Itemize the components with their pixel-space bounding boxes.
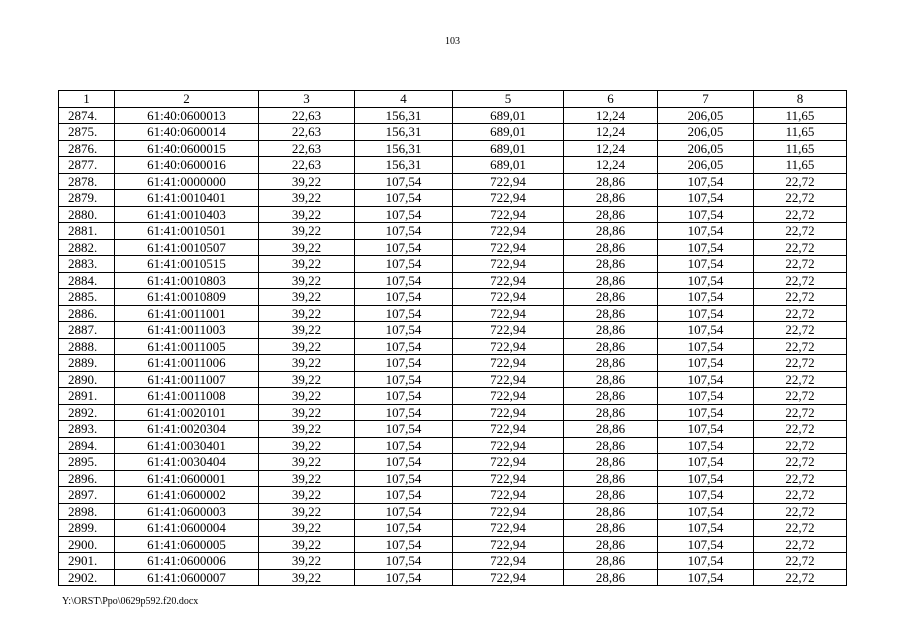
table-cell: 107,54 — [355, 338, 453, 355]
table-cell: 61:41:0600001 — [115, 470, 259, 487]
table-cell: 206,05 — [658, 124, 754, 141]
table-cell: 107,54 — [355, 503, 453, 520]
table-cell: 107,54 — [355, 553, 453, 570]
table-cell: 28,86 — [564, 322, 658, 339]
table-cell: 61:41:0011003 — [115, 322, 259, 339]
table-cell: 61:41:0600007 — [115, 569, 259, 586]
table-cell: 11,65 — [754, 157, 847, 174]
table-cell: 107,54 — [355, 256, 453, 273]
table-cell: 39,22 — [259, 503, 355, 520]
table-cell: 722,94 — [453, 355, 564, 372]
table-cell: 22,63 — [259, 107, 355, 124]
table-cell: 722,94 — [453, 487, 564, 504]
table-cell: 2874. — [59, 107, 115, 124]
table-cell: 61:41:0010809 — [115, 289, 259, 306]
table-cell: 722,94 — [453, 338, 564, 355]
table-cell: 39,22 — [259, 173, 355, 190]
table-cell: 28,86 — [564, 487, 658, 504]
table-cell: 12,24 — [564, 107, 658, 124]
table-cell: 107,54 — [658, 470, 754, 487]
table-cell: 22,72 — [754, 404, 847, 421]
table-row — [59, 256, 847, 273]
table-cell: 39,22 — [259, 553, 355, 570]
table-cell: 2879. — [59, 190, 115, 207]
table-cell: 39,22 — [259, 190, 355, 207]
table-cell: 39,22 — [259, 437, 355, 454]
column-header: 8 — [754, 91, 847, 108]
table-cell: 28,86 — [564, 437, 658, 454]
table-cell: 2881. — [59, 223, 115, 240]
table-cell: 22,72 — [754, 569, 847, 586]
table-cell: 107,54 — [658, 206, 754, 223]
table-cell: 61:41:0010507 — [115, 239, 259, 256]
table-row — [59, 421, 847, 438]
table-cell: 2892. — [59, 404, 115, 421]
table-row — [59, 272, 847, 289]
table-cell: 22,63 — [259, 140, 355, 157]
table-cell: 107,54 — [658, 322, 754, 339]
column-header: 3 — [259, 91, 355, 108]
table-cell: 2877. — [59, 157, 115, 174]
table-cell: 2882. — [59, 239, 115, 256]
table-cell: 61:41:0011006 — [115, 355, 259, 372]
table-cell: 22,63 — [259, 124, 355, 141]
table-cell: 22,72 — [754, 223, 847, 240]
table-cell: 107,54 — [658, 173, 754, 190]
table-cell: 107,54 — [355, 520, 453, 537]
table-cell: 28,86 — [564, 404, 658, 421]
table-cell: 2895. — [59, 454, 115, 471]
table-cell: 39,22 — [259, 371, 355, 388]
table-cell: 28,86 — [564, 421, 658, 438]
table-row — [59, 239, 847, 256]
table-cell: 107,54 — [658, 289, 754, 306]
table-row — [59, 107, 847, 124]
table-row — [59, 322, 847, 339]
table-body — [59, 107, 847, 586]
table-row — [59, 536, 847, 553]
table-row — [59, 520, 847, 537]
table-cell: 61:40:0600015 — [115, 140, 259, 157]
table-cell: 28,86 — [564, 223, 658, 240]
table-cell: 28,86 — [564, 388, 658, 405]
table-cell: 61:41:0011008 — [115, 388, 259, 405]
table-cell: 2891. — [59, 388, 115, 405]
table-cell: 12,24 — [564, 157, 658, 174]
table-cell: 107,54 — [658, 437, 754, 454]
table-cell: 61:41:0010501 — [115, 223, 259, 240]
table-row — [59, 223, 847, 240]
table-cell: 22,72 — [754, 289, 847, 306]
table-cell: 39,22 — [259, 223, 355, 240]
table-cell: 107,54 — [355, 454, 453, 471]
table-row — [59, 569, 847, 586]
table-cell: 107,54 — [355, 536, 453, 553]
table-cell: 722,94 — [453, 289, 564, 306]
table-cell: 39,22 — [259, 256, 355, 273]
table-cell: 156,31 — [355, 140, 453, 157]
table-row — [59, 338, 847, 355]
table-cell: 28,86 — [564, 454, 658, 471]
table-cell: 39,22 — [259, 305, 355, 322]
table-cell: 107,54 — [658, 305, 754, 322]
table-cell: 206,05 — [658, 140, 754, 157]
table-row — [59, 140, 847, 157]
column-header: 7 — [658, 91, 754, 108]
table-cell: 22,72 — [754, 256, 847, 273]
table-cell: 39,22 — [259, 569, 355, 586]
table-cell: 107,54 — [355, 569, 453, 586]
table-cell: 2898. — [59, 503, 115, 520]
table-cell: 107,54 — [658, 371, 754, 388]
table-cell: 61:40:0600014 — [115, 124, 259, 141]
table-row — [59, 206, 847, 223]
table-cell: 107,54 — [355, 404, 453, 421]
table-cell: 39,22 — [259, 404, 355, 421]
column-header: 4 — [355, 91, 453, 108]
table-cell: 2900. — [59, 536, 115, 553]
table-row — [59, 388, 847, 405]
table-row — [59, 404, 847, 421]
table-cell: 11,65 — [754, 140, 847, 157]
table-cell: 2902. — [59, 569, 115, 586]
table-cell: 107,54 — [658, 421, 754, 438]
table-cell: 39,22 — [259, 272, 355, 289]
table-row — [59, 173, 847, 190]
table-cell: 22,72 — [754, 536, 847, 553]
table-cell: 689,01 — [453, 107, 564, 124]
table-cell: 11,65 — [754, 107, 847, 124]
table-cell: 22,72 — [754, 190, 847, 207]
table-cell: 39,22 — [259, 338, 355, 355]
table-cell: 2880. — [59, 206, 115, 223]
column-header: 2 — [115, 91, 259, 108]
table-cell: 39,22 — [259, 536, 355, 553]
table-cell: 156,31 — [355, 107, 453, 124]
table-header-row — [59, 91, 847, 108]
page-number: 103 — [445, 36, 460, 47]
table-cell: 2887. — [59, 322, 115, 339]
table-cell: 722,94 — [453, 553, 564, 570]
table-cell: 61:41:0011005 — [115, 338, 259, 355]
table-cell: 107,54 — [658, 536, 754, 553]
table-cell: 689,01 — [453, 140, 564, 157]
table-cell: 28,86 — [564, 520, 658, 537]
table-cell: 722,94 — [453, 569, 564, 586]
table-cell: 156,31 — [355, 157, 453, 174]
table-cell: 2901. — [59, 553, 115, 570]
table-cell: 11,65 — [754, 124, 847, 141]
table-row — [59, 355, 847, 372]
table-cell: 107,54 — [658, 256, 754, 273]
table-cell: 22,72 — [754, 421, 847, 438]
table-cell: 39,22 — [259, 388, 355, 405]
table-cell: 107,54 — [658, 569, 754, 586]
table-cell: 2889. — [59, 355, 115, 372]
table-cell: 22,72 — [754, 355, 847, 372]
table-cell: 2888. — [59, 338, 115, 355]
table-cell: 107,54 — [355, 322, 453, 339]
table-cell: 107,54 — [355, 239, 453, 256]
table-cell: 2885. — [59, 289, 115, 306]
table-cell: 39,22 — [259, 322, 355, 339]
table-cell: 61:41:0011001 — [115, 305, 259, 322]
table-cell: 22,72 — [754, 487, 847, 504]
table-cell: 22,72 — [754, 470, 847, 487]
table-cell: 61:41:0020101 — [115, 404, 259, 421]
table-cell: 722,94 — [453, 388, 564, 405]
table-cell: 61:41:0600004 — [115, 520, 259, 537]
table-cell: 61:41:0000000 — [115, 173, 259, 190]
table-cell: 107,54 — [658, 388, 754, 405]
table-cell: 107,54 — [355, 190, 453, 207]
table-row — [59, 454, 847, 471]
table-cell: 28,86 — [564, 305, 658, 322]
table-cell: 107,54 — [355, 470, 453, 487]
table-cell: 722,94 — [453, 470, 564, 487]
footer-file-path: Y:\ORST\Ppo\0629p592.f20.docx — [62, 596, 199, 607]
table-cell: 107,54 — [658, 223, 754, 240]
table-cell: 2886. — [59, 305, 115, 322]
table-cell: 107,54 — [658, 190, 754, 207]
table-cell: 107,54 — [355, 487, 453, 504]
table-cell: 61:41:0600006 — [115, 553, 259, 570]
table-cell: 61:41:0600005 — [115, 536, 259, 553]
table-cell: 156,31 — [355, 124, 453, 141]
table-cell: 107,54 — [355, 355, 453, 372]
table-cell: 722,94 — [453, 421, 564, 438]
table-cell: 2890. — [59, 371, 115, 388]
column-header: 1 — [59, 91, 115, 108]
table-cell: 722,94 — [453, 520, 564, 537]
table-cell: 722,94 — [453, 322, 564, 339]
table-cell: 28,86 — [564, 256, 658, 273]
table-cell: 61:41:0010515 — [115, 256, 259, 273]
table-cell: 61:41:0030404 — [115, 454, 259, 471]
table-cell: 206,05 — [658, 157, 754, 174]
table-cell: 28,86 — [564, 190, 658, 207]
table-row — [59, 157, 847, 174]
table-cell: 722,94 — [453, 190, 564, 207]
table-cell: 28,86 — [564, 569, 658, 586]
table-cell: 39,22 — [259, 520, 355, 537]
table-cell: 107,54 — [658, 338, 754, 355]
table-row — [59, 470, 847, 487]
table-cell: 722,94 — [453, 206, 564, 223]
table-cell: 107,54 — [355, 289, 453, 306]
table-row — [59, 503, 847, 520]
table-cell: 22,72 — [754, 173, 847, 190]
table-cell: 722,94 — [453, 454, 564, 471]
table-cell: 39,22 — [259, 239, 355, 256]
table-cell: 22,72 — [754, 338, 847, 355]
table-cell: 61:41:0600003 — [115, 503, 259, 520]
table-cell: 61:41:0030401 — [115, 437, 259, 454]
table-cell: 107,54 — [355, 272, 453, 289]
table-cell: 107,54 — [658, 503, 754, 520]
table-cell: 107,54 — [658, 487, 754, 504]
table-cell: 107,54 — [355, 437, 453, 454]
table-cell: 722,94 — [453, 223, 564, 240]
table-cell: 107,54 — [355, 223, 453, 240]
table-cell: 28,86 — [564, 371, 658, 388]
table-cell: 28,86 — [564, 239, 658, 256]
table-cell: 2883. — [59, 256, 115, 273]
table-cell: 107,54 — [355, 388, 453, 405]
table-cell: 722,94 — [453, 404, 564, 421]
table-cell: 107,54 — [355, 371, 453, 388]
table-cell: 61:41:0010403 — [115, 206, 259, 223]
table-cell: 61:41:0010401 — [115, 190, 259, 207]
table-cell: 2884. — [59, 272, 115, 289]
table-cell: 28,86 — [564, 289, 658, 306]
table-cell: 22,72 — [754, 437, 847, 454]
table-cell: 28,86 — [564, 173, 658, 190]
table-cell: 39,22 — [259, 454, 355, 471]
table-cell: 22,72 — [754, 206, 847, 223]
table-cell: 722,94 — [453, 305, 564, 322]
table-row — [59, 305, 847, 322]
table-cell: 2896. — [59, 470, 115, 487]
table-cell: 61:40:0600016 — [115, 157, 259, 174]
table-cell: 107,54 — [658, 239, 754, 256]
table-cell: 107,54 — [658, 553, 754, 570]
table-cell: 22,72 — [754, 520, 847, 537]
table-cell: 12,24 — [564, 140, 658, 157]
table-cell: 689,01 — [453, 157, 564, 174]
table-row — [59, 487, 847, 504]
table-cell: 107,54 — [658, 272, 754, 289]
table-cell: 61:41:0011007 — [115, 371, 259, 388]
table-cell: 722,94 — [453, 173, 564, 190]
table-cell: 2897. — [59, 487, 115, 504]
data-table — [58, 90, 847, 586]
table-cell: 28,86 — [564, 553, 658, 570]
table-cell: 722,94 — [453, 272, 564, 289]
table-cell: 22,72 — [754, 239, 847, 256]
table-cell: 107,54 — [658, 520, 754, 537]
table-cell: 39,22 — [259, 206, 355, 223]
table-cell: 107,54 — [658, 355, 754, 372]
table-cell: 28,86 — [564, 206, 658, 223]
table-cell: 2876. — [59, 140, 115, 157]
table-cell: 2899. — [59, 520, 115, 537]
table-cell: 206,05 — [658, 107, 754, 124]
table-cell: 2894. — [59, 437, 115, 454]
table-row — [59, 437, 847, 454]
table-cell: 107,54 — [355, 421, 453, 438]
table-cell: 39,22 — [259, 421, 355, 438]
table-cell: 107,54 — [355, 173, 453, 190]
table-cell: 22,72 — [754, 305, 847, 322]
table-cell: 28,86 — [564, 338, 658, 355]
table-cell: 107,54 — [658, 454, 754, 471]
table-cell: 22,72 — [754, 503, 847, 520]
table-row — [59, 190, 847, 207]
table-cell: 2878. — [59, 173, 115, 190]
table-cell: 61:41:0600002 — [115, 487, 259, 504]
table-cell: 22,72 — [754, 371, 847, 388]
column-header: 5 — [453, 91, 564, 108]
table-cell: 39,22 — [259, 470, 355, 487]
table-cell: 722,94 — [453, 536, 564, 553]
table-cell: 689,01 — [453, 124, 564, 141]
table-cell: 61:40:0600013 — [115, 107, 259, 124]
table-cell: 28,86 — [564, 470, 658, 487]
table-row — [59, 289, 847, 306]
table-cell: 722,94 — [453, 503, 564, 520]
table-cell: 39,22 — [259, 487, 355, 504]
table-cell: 22,72 — [754, 553, 847, 570]
table-cell: 107,54 — [658, 404, 754, 421]
table-row — [59, 124, 847, 141]
table-cell: 28,86 — [564, 536, 658, 553]
table-cell: 61:41:0020304 — [115, 421, 259, 438]
table-cell: 107,54 — [355, 305, 453, 322]
table-cell: 107,54 — [355, 206, 453, 223]
table-cell: 2893. — [59, 421, 115, 438]
table-cell: 22,72 — [754, 322, 847, 339]
table-cell: 28,86 — [564, 355, 658, 372]
table-cell: 61:41:0010803 — [115, 272, 259, 289]
table-cell: 39,22 — [259, 289, 355, 306]
table-cell: 722,94 — [453, 371, 564, 388]
table-cell: 12,24 — [564, 124, 658, 141]
table-row — [59, 553, 847, 570]
column-header: 6 — [564, 91, 658, 108]
table-cell: 22,72 — [754, 454, 847, 471]
table-cell: 22,63 — [259, 157, 355, 174]
table-cell: 39,22 — [259, 355, 355, 372]
table-row — [59, 371, 847, 388]
table-cell: 722,94 — [453, 437, 564, 454]
table-cell: 28,86 — [564, 272, 658, 289]
table-cell: 722,94 — [453, 256, 564, 273]
table-cell: 28,86 — [564, 503, 658, 520]
table-cell: 2875. — [59, 124, 115, 141]
table-cell: 722,94 — [453, 239, 564, 256]
table-cell: 22,72 — [754, 388, 847, 405]
table-cell: 22,72 — [754, 272, 847, 289]
